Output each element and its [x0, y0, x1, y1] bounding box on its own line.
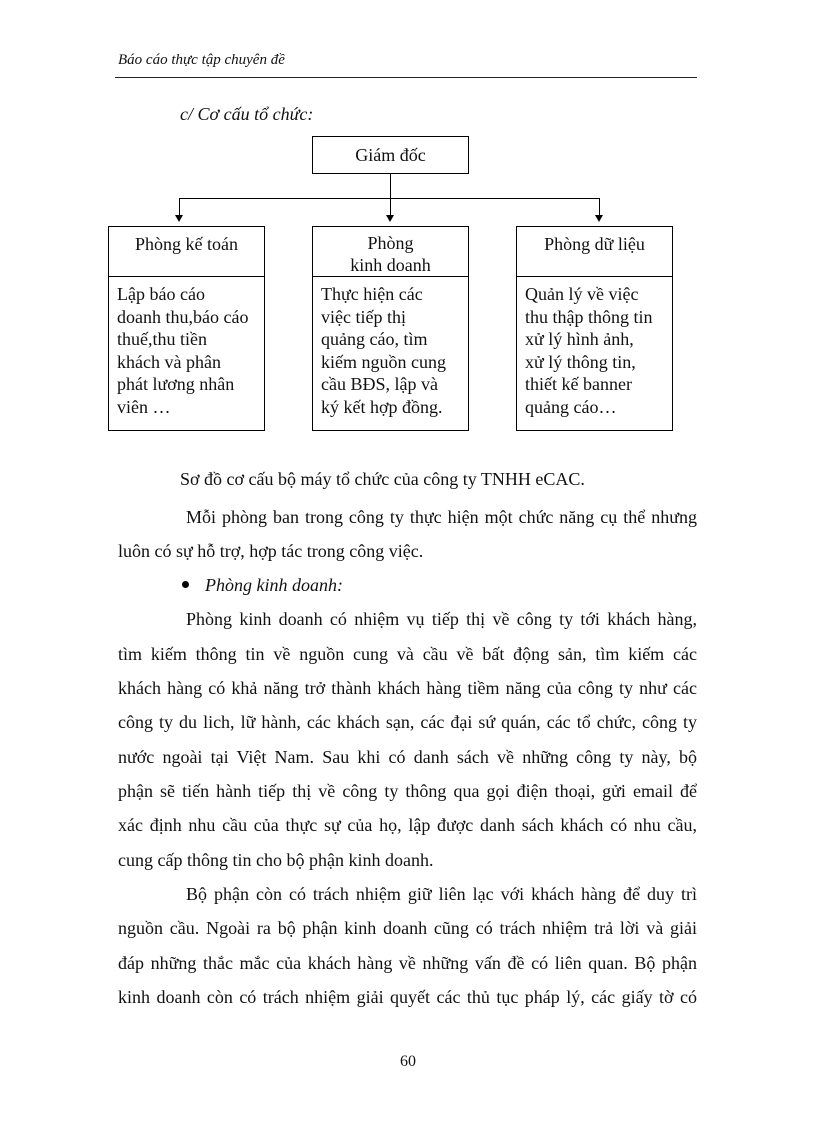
dept-accounting-title: Phòng kế toán — [135, 234, 238, 254]
desc-line: xử lý thông tin, — [525, 351, 636, 372]
dept-data-desc-box — [516, 276, 673, 431]
arrow-right — [595, 215, 603, 222]
paragraph-line: tìm kiếm thông tin về nguồn cung và cầu về bất động sản, tìm kiếm các — [118, 644, 697, 664]
paragraph-line: xác định nhu cầu của thực sự của họ, lập được danh sách khách có nhu cầu, — [118, 815, 697, 835]
dept-sales-desc-box — [312, 276, 469, 431]
bullet-heading: Phòng kinh doanh: — [205, 575, 343, 595]
desc-line: quảng cáo, tìm — [321, 329, 428, 350]
connector-middle-drop — [390, 198, 391, 215]
paragraph-line: phận sẽ tiến hành tiếp thị về công ty thông qua gọi điện thoại, gửi email để — [118, 781, 697, 801]
arrow-left — [175, 215, 183, 222]
dept-sales-title-line1: Phòng — [367, 233, 414, 253]
arrow-middle — [386, 215, 394, 222]
paragraph-line: cung cấp thông tin cho bộ phận kinh doanh. — [118, 850, 434, 870]
desc-line: khách và phân — [117, 351, 221, 372]
director-label: Giám đốc — [355, 145, 426, 165]
paragraph-line: khách hàng có khả năng trở thành khách hàng tiềm năng của công ty như các — [118, 678, 697, 698]
desc-line: thuế,thu tiền — [117, 329, 207, 350]
paragraph-line: nguồn cầu. Ngoài ra bộ phận kinh doanh cũng có trách nhiệm trả lời và giải — [118, 918, 697, 938]
desc-line: xử lý hình ảnh, — [525, 329, 634, 350]
connector-left-drop — [179, 198, 180, 215]
dept-sales-title-line2: kinh doanh — [350, 255, 431, 275]
desc-line: thiết kế banner — [525, 374, 632, 395]
desc-line: phát lương nhân — [117, 374, 235, 395]
director-box — [312, 136, 469, 174]
dept-accounting-title-box — [108, 226, 265, 277]
dept-sales-title-box — [312, 226, 469, 277]
desc-line: Lập báo cáo — [117, 284, 205, 304]
paragraph-line: Bộ phận còn có trách nhiệm giữ liên lạc với khách hàng để duy trì — [186, 884, 697, 904]
desc-line: doanh thu,báo cáo — [117, 306, 249, 327]
paragraph-line: kinh doanh còn có trách nhiệm giải quyết các thủ tục pháp lý, các giấy tờ có — [118, 987, 697, 1007]
desc-line: thu thập thông tin — [525, 306, 653, 327]
bullet-dot — [182, 581, 189, 588]
intro-line-2: luôn có sự hỗ trợ, hợp tác trong công việc. — [118, 541, 424, 561]
chart-caption: Sơ đồ cơ cấu bộ máy tổ chức của công ty TNHH eCAC. — [180, 469, 585, 489]
paragraph-line: đáp những thắc mắc của khách hàng về những vấn đề có liên quan. Bộ phận — [118, 953, 697, 973]
desc-line: ký kết hợp đồng. — [321, 396, 443, 417]
paragraph-line: nước ngoài tại Việt Nam. Sau khi có danh sách về những công ty này, bộ — [118, 747, 697, 767]
desc-line: Quản lý về việc — [525, 284, 639, 304]
dept-accounting-desc-box — [108, 276, 265, 431]
desc-line: viên … — [117, 396, 171, 417]
connector-right-drop — [599, 198, 600, 215]
desc-line: Thực hiện các — [321, 284, 423, 304]
paragraph-line: công ty du lich, lữ hành, các khách sạn, các đại sứ quán, các tổ chức, công ty — [118, 712, 697, 732]
dept-data-title: Phòng dữ liệu — [544, 234, 645, 254]
dept-data-title-box — [516, 226, 673, 277]
paragraph-line: Phòng kinh doanh có nhiệm vụ tiếp thị về công ty tới khách hàng, — [186, 609, 697, 629]
desc-line: kiếm nguồn cung — [321, 351, 446, 372]
intro-line-1: Mỗi phòng ban trong công ty thực hiện một chức năng cụ thể nhưng — [186, 507, 697, 527]
running-header: Báo cáo thực tập chuyên đề — [118, 52, 285, 68]
desc-line: việc tiếp thị — [321, 306, 406, 327]
page-number: 60 — [400, 1053, 416, 1070]
desc-line: quảng cáo… — [525, 396, 617, 417]
header-rule — [115, 77, 697, 78]
connector-director-down — [390, 174, 391, 198]
desc-line: cầu BĐS, lập và — [321, 374, 438, 395]
section-label: c/ Cơ cấu tổ chức: — [180, 104, 314, 124]
